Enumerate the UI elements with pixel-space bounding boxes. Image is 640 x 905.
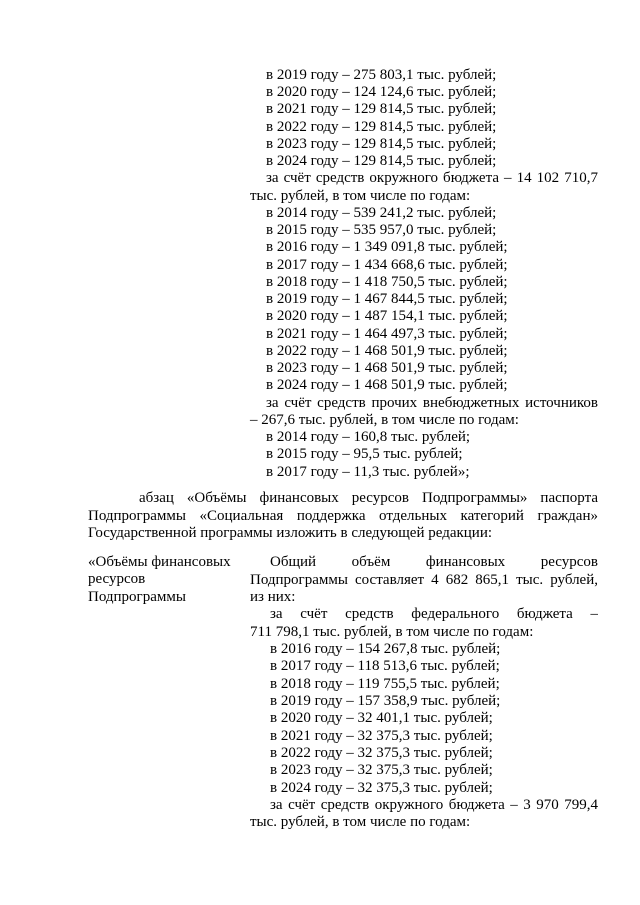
instruction-line: абзац «Объёмы финансовых ресурсов Подпрограммы» паспорта	[139, 490, 598, 506]
year-line: в 2019 году – 157 358,9 тыс. рублей;	[270, 693, 501, 709]
year-line: в 2022 году – 1 468 501,9 тыс. рублей;	[266, 343, 508, 359]
year-line: в 2024 году – 129 814,5 тыс. рублей;	[266, 153, 497, 169]
instruction-line: Подпрограммы «Социальная поддержка отдельных категорий граждан»	[88, 508, 598, 524]
year-line: в 2022 году – 129 814,5 тыс. рублей;	[266, 119, 497, 135]
year-line: в 2015 году – 535 957,0 тыс. рублей;	[266, 222, 497, 238]
year-line: в 2014 году – 160,8 тыс. рублей;	[266, 429, 471, 445]
year-line: в 2021 году – 129 814,5 тыс. рублей;	[266, 101, 497, 117]
year-line: в 2024 году – 32 375,3 тыс. рублей;	[270, 780, 493, 796]
label-line: «Объёмы финансовых	[88, 554, 231, 570]
year-line: в 2017 году – 1 434 668,6 тыс. рублей;	[266, 257, 508, 273]
year-line: в 2021 году – 32 375,3 тыс. рублей;	[270, 728, 493, 744]
year-line: в 2018 году – 1 418 750,5 тыс. рублей;	[266, 274, 508, 290]
total-line: Общий объём финансовых ресурсов	[270, 554, 598, 570]
year-line: в 2017 году – 11,3 тыс. рублей»;	[266, 464, 470, 480]
federal-budget-intro: за счёт средств федерального бюджета –	[270, 606, 598, 622]
year-line: в 2020 году – 1 487 154,1 тыс. рублей;	[266, 308, 508, 324]
total-line: Подпрограммы составляет 4 682 865,1 тыс. рублей,	[250, 572, 598, 588]
year-line: в 2014 году – 539 241,2 тыс. рублей;	[266, 205, 497, 221]
year-line: в 2018 году – 119 755,5 тыс. рублей;	[270, 676, 500, 692]
year-line: в 2023 году – 1 468 501,9 тыс. рублей;	[266, 360, 508, 376]
year-line: в 2016 году – 1 349 091,8 тыс. рублей;	[266, 239, 508, 255]
year-line: в 2017 году – 118 513,6 тыс. рублей;	[270, 658, 500, 674]
federal-budget-continuation: 711 798,1 тыс. рублей, в том числе по годам:	[250, 624, 534, 640]
year-line: в 2016 году – 154 267,8 тыс. рублей;	[270, 641, 501, 657]
label-line: Подпрограммы	[88, 589, 186, 605]
year-line: в 2020 году – 124 124,6 тыс. рублей;	[266, 84, 497, 100]
instruction-line: Государственной программы изложить в следующей редакции:	[88, 525, 493, 541]
year-line: в 2015 году – 95,5 тыс. рублей;	[266, 446, 463, 462]
year-line: в 2022 году – 32 375,3 тыс. рублей;	[270, 745, 493, 761]
okrug-budget-intro: за счёт средств окружного бюджета – 14 102 710,7	[266, 170, 598, 186]
okrug-budget-continuation: тыс. рублей, в том числе по годам:	[250, 188, 471, 204]
year-line: в 2020 году – 32 401,1 тыс. рублей;	[270, 710, 493, 726]
year-line: в 2024 году – 1 468 501,9 тыс. рублей;	[266, 377, 508, 393]
year-line: в 2021 году – 1 464 497,3 тыс. рублей;	[266, 326, 508, 342]
okrug-budget-intro: за счёт средств окружного бюджета – 3 970 799,4	[270, 797, 598, 813]
year-line: в 2023 году – 32 375,3 тыс. рублей;	[270, 762, 493, 778]
other-sources-continuation: – 267,6 тыс. рублей, в том числе по годам:	[250, 412, 519, 428]
year-line: в 2019 году – 1 467 844,5 тыс. рублей;	[266, 291, 508, 307]
okrug-budget-continuation: тыс. рублей, в том числе по годам:	[250, 814, 471, 830]
label-line: ресурсов	[88, 571, 146, 587]
year-line: в 2019 году – 275 803,1 тыс. рублей;	[266, 67, 497, 83]
total-line: из них:	[250, 589, 296, 605]
other-sources-intro: за счёт средств прочих внебюджетных источников	[266, 395, 598, 411]
year-line: в 2023 году – 129 814,5 тыс. рублей;	[266, 136, 497, 152]
